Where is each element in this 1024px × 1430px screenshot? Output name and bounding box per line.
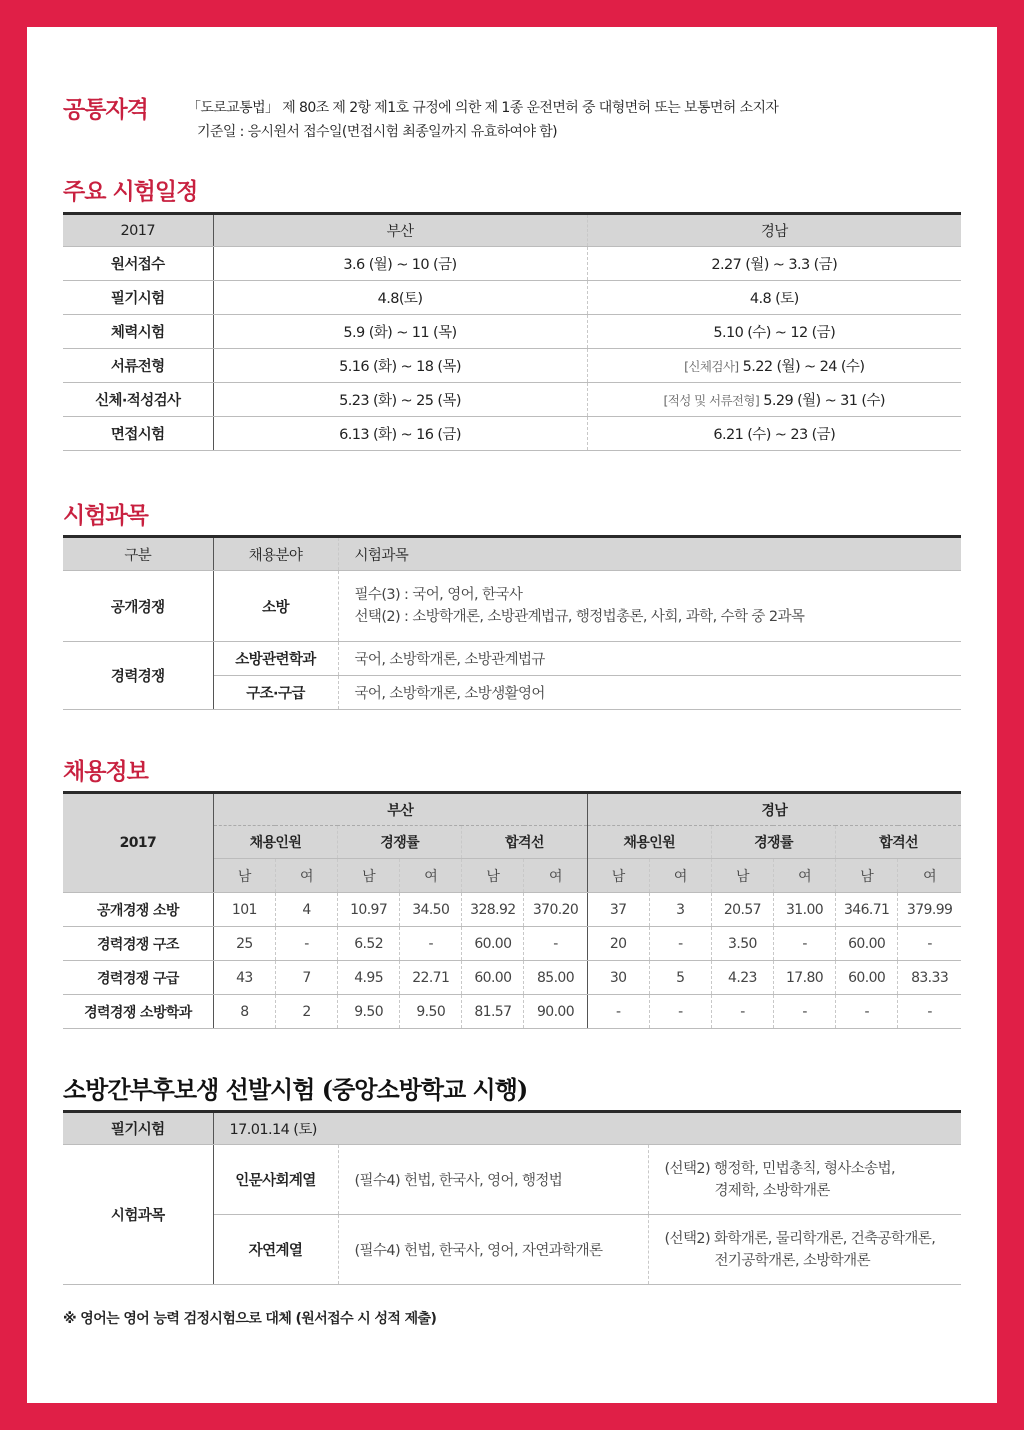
- recruit-cell: 85.00: [524, 961, 587, 995]
- subjects-category: 경력경쟁: [63, 642, 213, 710]
- gyeongnam-date-text: 5.22 (월) ~ 24 (수): [742, 359, 865, 375]
- recruit-row: [63, 995, 961, 1029]
- recruit-cell: 346.71: [836, 893, 898, 927]
- recruit-cell: -: [400, 927, 462, 961]
- recruit-cell: 8: [213, 995, 275, 1029]
- recruit-cell: 90.00: [524, 995, 587, 1029]
- recruit-row: [63, 961, 961, 995]
- schedule-gyeongnam-date: [587, 315, 961, 349]
- recruit-cell: 60.00: [462, 927, 524, 961]
- schedule-header-busan: 부산: [213, 214, 587, 247]
- subjects-row-career: [63, 642, 961, 676]
- recruit-group-header: 합격선: [879, 835, 918, 851]
- recruit-sex-male: 남: [587, 859, 649, 893]
- schedule-row: [63, 417, 961, 451]
- recruit-row-label: 경력경쟁 구급: [63, 961, 213, 995]
- schedule-busan-date: 5.9 (화) ~ 11 (목): [213, 315, 587, 349]
- cadet-row: [63, 1145, 961, 1215]
- schedule-row-label: 체력시험: [63, 315, 213, 349]
- gyeongnam-date-text: 2.27 (월) ~ 3.3 (금): [711, 257, 838, 273]
- recruit-sex-female: 여: [275, 859, 337, 893]
- recruit-row: [63, 893, 961, 927]
- cadet-written-label: 필기시험: [63, 1112, 213, 1145]
- recruit-cell: 17.80: [773, 961, 835, 995]
- cadet-table: [63, 1110, 961, 1285]
- schedule-row-label: 원서접수: [63, 247, 213, 281]
- subjects-list: 국어, 소방학개론, 소방관계법규: [338, 642, 961, 676]
- recruit-sex-male: 남: [462, 859, 524, 893]
- recruit-cell: -: [773, 995, 835, 1029]
- gyeongnam-date-text: 5.10 (수) ~ 12 (금): [713, 325, 836, 341]
- recruit-sex-male: 남: [836, 859, 898, 893]
- cadet-track: 인문사회계열: [213, 1145, 338, 1215]
- cadet-required: (필수4) 헌법, 한국사, 영어, 자연과학개론: [338, 1215, 648, 1285]
- recruit-cell: 22.71: [400, 961, 462, 995]
- recruit-cell: 3: [649, 893, 711, 927]
- schedule-busan-date: 4.8(토): [213, 281, 587, 315]
- cadet-elective-line-1: (선택2) 행정학, 민법총칙, 형사소송법,: [664, 1160, 895, 1177]
- schedule-row-label: 신체·적성검사: [63, 383, 213, 417]
- schedule-gyeongnam-date: [587, 247, 961, 281]
- recruit-table: [63, 791, 961, 1029]
- subjects-field: 소방: [213, 571, 338, 642]
- recruit-group-header: 합격선: [462, 826, 587, 859]
- page: [27, 27, 997, 1403]
- gyeongnam-date-text: 4.8 (토): [749, 291, 799, 307]
- recruit-cell: 328.92: [462, 893, 524, 927]
- recruit-sex-male: 남: [213, 859, 275, 893]
- schedule-row-label: 면접시험: [63, 417, 213, 451]
- schedule-row-label: 서류전형: [63, 349, 213, 383]
- gyeongnam-note: [신체검사]: [684, 359, 739, 374]
- recruit-cell: 4: [275, 893, 337, 927]
- footnote: ※ 영어는 영어 능력 검정시험으로 대체 (원서접수 시 성적 제출): [63, 1311, 437, 1327]
- schedule-header-row: [63, 214, 961, 247]
- recruit-sex-female: 여: [898, 859, 961, 893]
- schedule-row: [63, 315, 961, 349]
- cadet-written-row: [63, 1112, 961, 1145]
- schedule-row: [63, 281, 961, 315]
- qualification-line-2: 기준일 : 응시원서 접수일(면접시험 최종일까지 유효하여야 함): [197, 124, 558, 140]
- subjects-field: 소방관련학과: [213, 642, 338, 676]
- cadet-track: 자연계열: [213, 1215, 338, 1285]
- recruit-cell: 34.50: [400, 893, 462, 927]
- recruit-group-header: 채용인원: [213, 826, 337, 859]
- cadet-elective: [648, 1215, 961, 1285]
- recruit-region-busan: 부산: [213, 793, 587, 826]
- recruit-cell: 9.50: [400, 995, 462, 1029]
- recruit-cell: 60.00: [462, 961, 524, 995]
- recruit-row-label: 공개경쟁 소방: [63, 893, 213, 927]
- recruit-body: [63, 893, 961, 1029]
- recruit-cell: 60.00: [836, 927, 898, 961]
- recruit-row-label: 경력경쟁 소방학과: [63, 995, 213, 1029]
- recruit-cell: 4.95: [338, 961, 400, 995]
- recruit-cell: 379.99: [898, 893, 961, 927]
- recruit-cell: 20.57: [711, 893, 773, 927]
- recruit-cell: 81.57: [462, 995, 524, 1029]
- recruit-cell: 5: [649, 961, 711, 995]
- recruit-cell: 43: [213, 961, 275, 995]
- subjects-header-field: 채용분야: [213, 537, 338, 571]
- cadet-subjects-label: 시험과목: [63, 1145, 213, 1285]
- schedule-row: [63, 383, 961, 417]
- schedule-busan-date: 3.6 (월) ~ 10 (금): [213, 247, 587, 281]
- recruit-cell: 31.00: [773, 893, 835, 927]
- subjects-required-line: 필수(3) : 국어, 영어, 한국사: [354, 587, 523, 603]
- recruit-cell: 7: [275, 961, 337, 995]
- cadet-elective: [648, 1145, 961, 1215]
- recruit-cell: -: [898, 927, 961, 961]
- recruit-cell: -: [649, 995, 711, 1029]
- recruit-sex-male: 남: [711, 859, 773, 893]
- recruit-cell: 83.33: [898, 961, 961, 995]
- cadet-written-date: 17.01.14 (토): [213, 1112, 961, 1145]
- recruit-group-header: 경쟁률: [711, 826, 835, 859]
- subjects-field: 구조·구급: [213, 676, 338, 710]
- recruit-cell: 10.97: [338, 893, 400, 927]
- recruit-cell: 3.50: [711, 927, 773, 961]
- recruit-sex-female: 여: [773, 859, 835, 893]
- subjects-header-category: 구분: [63, 537, 213, 571]
- recruit-group-header: 채용인원: [587, 826, 711, 859]
- recruit-title: 채용정보: [63, 758, 148, 785]
- cadet-elective-line-2: 경제학, 소방학개론: [714, 1182, 830, 1199]
- recruit-cell: -: [524, 927, 587, 961]
- gyeongnam-date-text: 6.21 (수) ~ 23 (금): [713, 427, 836, 443]
- schedule-gyeongnam-date: [587, 349, 961, 383]
- schedule-title: 주요 시험일정: [63, 178, 198, 205]
- recruit-cell: 20: [587, 927, 649, 961]
- recruit-sex-male: 남: [338, 859, 400, 893]
- cadet-elective-line-1: (선택2) 화학개론, 물리학개론, 건축공학개론,: [664, 1230, 936, 1247]
- recruit-row-label: 경력경쟁 구조: [63, 927, 213, 961]
- schedule-row-label: 필기시험: [63, 281, 213, 315]
- subjects-category: 공개경쟁: [63, 571, 213, 642]
- schedule-header-gyeongnam: 경남: [587, 214, 961, 247]
- qualification-title: 공통자격: [63, 96, 148, 123]
- schedule-busan-date: 5.16 (화) ~ 18 (목): [213, 349, 587, 383]
- recruit-cell: 2: [275, 995, 337, 1029]
- recruit-cell: 6.52: [338, 927, 400, 961]
- recruit-cell: -: [773, 927, 835, 961]
- recruit-region-row: [63, 793, 961, 826]
- schedule-gyeongnam-date: [587, 383, 961, 417]
- recruit-cell: 60.00: [836, 961, 898, 995]
- subjects-header-row: [63, 537, 961, 571]
- recruit-cell: 25: [213, 927, 275, 961]
- subjects-header-subjects: 시험과목: [338, 537, 961, 571]
- subjects-title: 시험과목: [63, 502, 148, 529]
- subjects-list: [338, 571, 961, 642]
- cadet-elective-line-2: 전기공학개론, 소방학개론: [714, 1252, 870, 1269]
- recruit-cell: 37: [587, 893, 649, 927]
- recruit-cell: 101: [213, 893, 275, 927]
- subjects-elective-line: 선택(2) : 소방학개론, 소방관계법규, 행정법총론, 사회, 과학, 수학 중 2과목: [354, 609, 805, 625]
- subjects-row-open: [63, 571, 961, 642]
- recruit-cell: 9.50: [338, 995, 400, 1029]
- schedule-busan-date: 5.23 (화) ~ 25 (목): [213, 383, 587, 417]
- schedule-gyeongnam-date: [587, 281, 961, 315]
- recruit-sex-female: 여: [649, 859, 711, 893]
- schedule-busan-date: 6.13 (화) ~ 16 (금): [213, 417, 587, 451]
- schedule-header-year: 2017: [63, 214, 213, 247]
- subjects-table: [63, 535, 961, 710]
- recruit-group-header: 경쟁률: [338, 826, 462, 859]
- recruit-cell: -: [711, 995, 773, 1029]
- subjects-list: 국어, 소방학개론, 소방생활영어: [338, 676, 961, 710]
- recruit-year: 2017: [63, 793, 213, 893]
- recruit-cell: -: [587, 995, 649, 1029]
- recruit-row: [63, 927, 961, 961]
- qualification-line-1: 「도로교통법」 제 80조 제 2항 제1호 규정에 의한 제 1종 운전면허 중 대형면허 또는 보통면허 소지자: [187, 100, 779, 116]
- schedule-gyeongnam-date: [587, 417, 961, 451]
- cadet-required: (필수4) 헌법, 한국사, 영어, 행정법: [338, 1145, 648, 1215]
- recruit-cell: -: [649, 927, 711, 961]
- recruit-sex-female: 여: [400, 859, 462, 893]
- recruit-cell: 30: [587, 961, 649, 995]
- recruit-cell: 4.23: [711, 961, 773, 995]
- recruit-cell: -: [898, 995, 961, 1029]
- recruit-region-gyeongnam: 경남: [587, 793, 961, 826]
- schedule-table: [63, 212, 961, 451]
- gyeongnam-note: [적성 및 서류전형]: [663, 393, 760, 408]
- recruit-cell: -: [275, 927, 337, 961]
- schedule-row: [63, 247, 961, 281]
- gyeongnam-date-text: 5.29 (월) ~ 31 (수): [763, 393, 885, 409]
- recruit-sex-female: 여: [524, 859, 587, 893]
- schedule-row: [63, 349, 961, 383]
- recruit-cell: 370.20: [524, 893, 587, 927]
- recruit-cell: -: [836, 995, 898, 1029]
- cadet-title: 소방간부후보생 선발시험 (중앙소방학교 시행): [63, 1075, 528, 1104]
